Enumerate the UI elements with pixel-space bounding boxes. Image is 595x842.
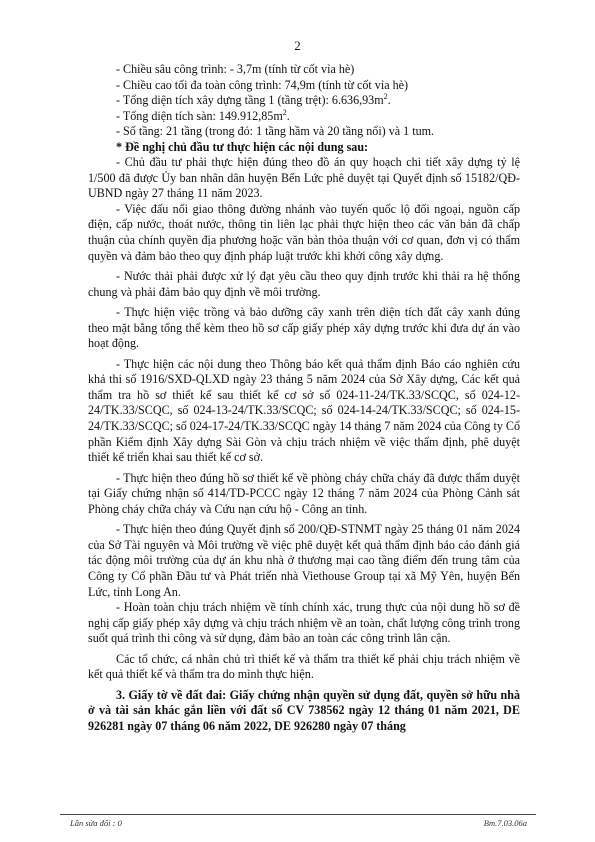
superscript: 2 [282, 107, 287, 117]
paragraph-text: - Nước thải phải được xử lý đạt yêu cầu theo quy định trước khi thải ra hệ thống chung và phải đảm bảo quy định về môi trường. [88, 269, 520, 299]
paragraph-tail: . [387, 93, 391, 108]
paragraph [88, 62, 520, 78]
paragraph-text: - Chiều cao tối đa toàn công trình: 74,9m (tính từ cốt vỉa hè) [116, 77, 409, 92]
paragraph-text: - Số tầng: 21 tầng (trong đó: 1 tầng hầm và 20 tầng nổi) và 1 tum. [116, 124, 435, 139]
paragraph-text: - Tổng diện tích sàn: 149.912,85m [116, 108, 283, 123]
paragraph [88, 202, 520, 264]
paragraph-text: - Hoàn toàn chịu trách nhiệm về tính chính xác, trung thực của nội dung hồ sơ đề nghị cấp giấy phép xây dựng và chịu trách nhiệm về an toàn, chất lượng công trình trong suốt quá trình thi công và sử dụng, đảm bảo an toàn các công trình lân cận. [88, 600, 520, 646]
paragraph [88, 109, 520, 125]
footer-form-code: Bm.7.03.06a [483, 818, 527, 828]
paragraph-tail: . [286, 108, 290, 123]
paragraph [88, 155, 520, 202]
paragraph-text: - Thực hiện theo đúng hồ sơ thiết kế về phòng cháy chữa cháy đã được thẩm duyệt tại Giấy chứng nhận số 414/TD-PCCC ngày 12 tháng 7 năm 2024 của Phòng Cảnh sát Phòng cháy chữa cháy và Cứu nạn cứu hộ - Công an tỉnh. [88, 470, 520, 516]
superscript: 2 [383, 92, 388, 102]
paragraph [88, 305, 520, 352]
paragraph [88, 140, 520, 156]
paragraph [88, 269, 520, 300]
paragraph-text: 3. Giấy tờ về đất đai: Giấy chứng nhận quyền sử dụng đất, quyền sở hữu nhà ở và tài sản khác gắn liền với đất số CV 738562 ngày 12 tháng 01 năm 2021, DE 926281 ngày 07 tháng 06 năm 2022, DE 926280 ngày 07 tháng [88, 687, 520, 733]
paragraph [88, 600, 520, 647]
paragraph-text: * Đề nghị chủ đầu tư thực hiện các nội dung sau: [116, 139, 369, 154]
paragraph-text: - Chủ đầu tư phải thực hiện đúng theo đồ án quy hoạch chi tiết xây dựng tỷ lệ 1/500 đã được Ủy ban nhân dân huyện Bến Lức phê duyệt tại Quyết định số 15182/QĐ-UBND ngày 27 tháng 11 năm 2023. [88, 155, 520, 201]
paragraph-text: Các tổ chức, cá nhân chủ trì thiết kế và thẩm tra thiết kế phải chịu trách nhiệm về kết quả thiết kế và thẩm tra do mình thực hiện. [88, 651, 520, 682]
paragraph-text: - Thực hiện theo đúng Quyết định số 200/QĐ-STNMT ngày 25 tháng 01 năm 2024 của Sở Tài nguyên và Môi trường về việc phê duyệt kết quả thẩm định báo cáo đánh giá tác động môi trường của dự án khu nhà ở thương mại cao tầng điểm đến trung tâm của Công ty Cổ phần Đầu tư và Phát triển nhà Viethouse Group tại xã Mỹ Yên, huyện Bến Lức, tỉnh Long An. [88, 522, 520, 599]
paragraph [88, 652, 520, 683]
paragraph [88, 93, 520, 109]
paragraph-text: - Tổng diện tích xây dựng tầng 1 (tầng trệt): 6.636,93m [116, 93, 384, 108]
document-body [88, 62, 520, 734]
paragraph-text: - Chiều sâu công trình: - 3,7m (tính từ cốt vỉa hè) [116, 62, 355, 76]
paragraph [88, 471, 520, 518]
paragraph [88, 78, 520, 94]
footer-divider [60, 814, 536, 815]
page-number: 2 [294, 38, 301, 53]
footer-revision: Lần sửa đổi : 0 [70, 818, 122, 828]
paragraph-text: - Việc đấu nối giao thông đường nhánh vào tuyến quốc lộ đối ngoại, nguồn cấp điện, cấp nước, thoát nước, thông tin liên lạc phải thực hiện theo các văn bản đã chấp thuận của chính quyền địa phương hoặc văn bản thỏa thuận với cơ quan, đơn vị có thẩm quyền và đảm bảo theo quy định pháp luật trước khi khởi công xây dựng. [88, 201, 520, 263]
paragraph [88, 688, 520, 735]
paragraph-text: - Thực hiện việc trồng và bảo dưỡng cây xanh trên diện tích đất cây xanh đúng theo mặt bằng tổng thể kèm theo hồ sơ cấp giấy phép xây dựng trước khi đưa dự án vào hoạt động. [88, 305, 520, 351]
paragraph [88, 357, 520, 466]
paragraph [88, 522, 520, 600]
paragraph-text: - Thực hiện các nội dung theo Thông báo kết quả thẩm định Báo cáo nghiên cứu khả thi số 1916/SXD-QLXD ngày 23 tháng 5 năm 2024 của Sở Xây dựng, Các kết quả thẩm tra hồ sơ thiết kế sau thiết kế cơ sở số 024-11-24/TK.33/SCQC, số 024-12-24/TK.33/SCQC, số 024-13-24/TK.33/SCQC; số 024-14-24/TK.33/SCQC; số 024-15-24/TK.33/SCQC; số 024-17-24/TK.33/SCQC ngày 14 tháng 7 năm 2024 của Công ty Cổ phần Kiểm định Xây dựng Sài Gòn và chịu trách nhiệm về việc thẩm định, phê duyệt thiết kế triển khai sau thiết kế cơ sở. [88, 356, 521, 465]
paragraph [88, 124, 520, 140]
